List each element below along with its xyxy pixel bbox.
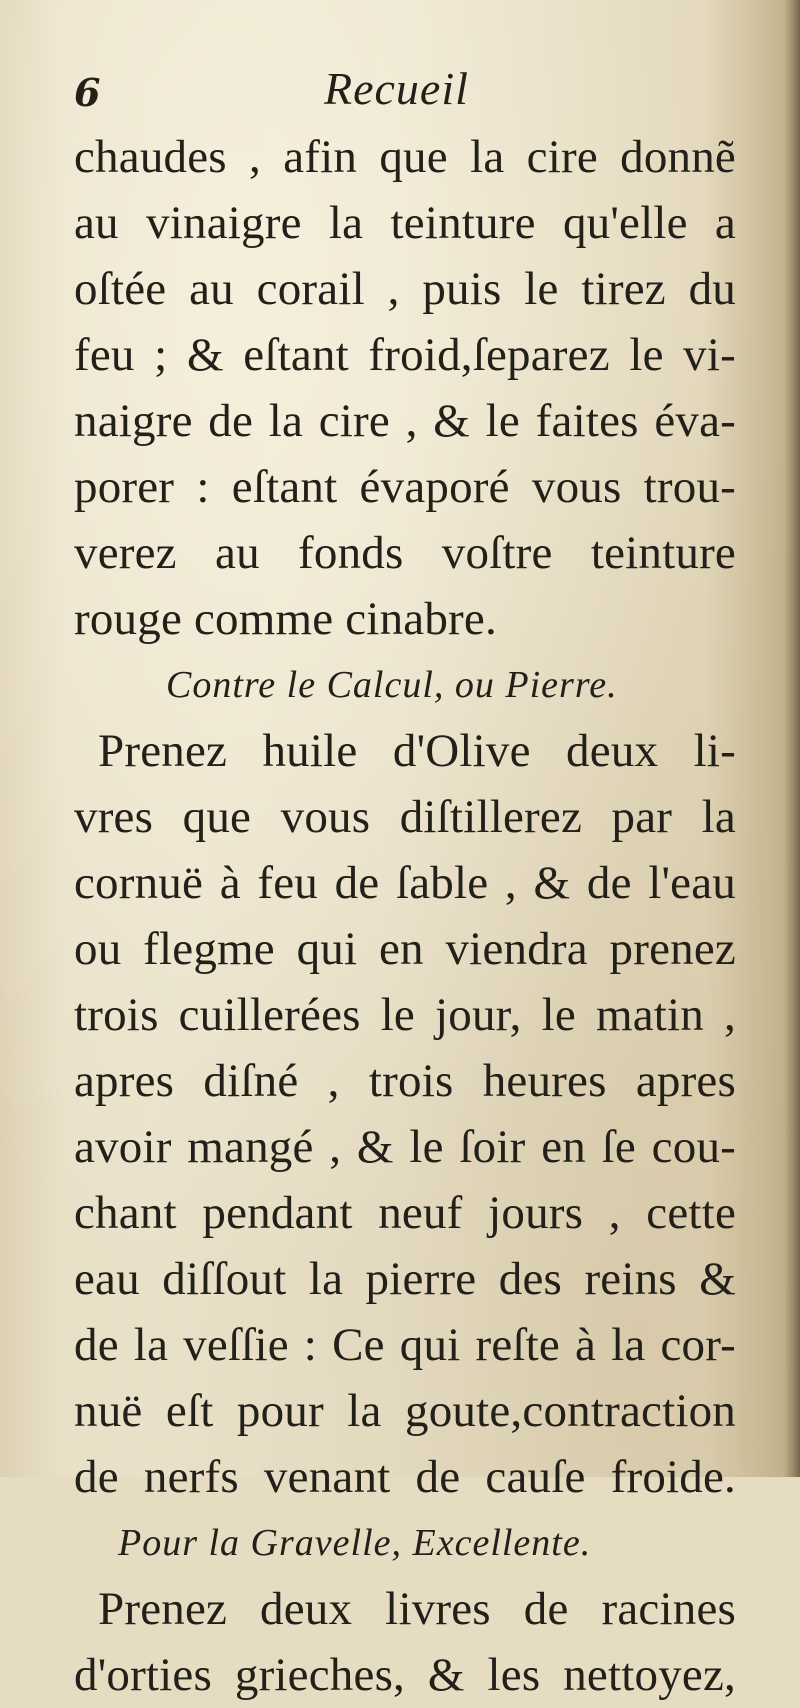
text-line: ou flegme qui en viendra prenez <box>74 923 736 975</box>
text-line: au vinaigre la teinture qu'elle a <box>74 197 736 249</box>
text-line: trois cuillerées le jour, le matin , <box>74 989 736 1041</box>
text-line: Prenez deux livres de racines <box>98 1583 736 1635</box>
section-heading-gravelle: Pour la Gravelle, Excellente. <box>118 1522 592 1564</box>
text-line: de nerfs venant de cauſe froide. <box>74 1451 736 1503</box>
text-line: chaudes , afin que la cire donnẽ <box>74 131 736 183</box>
text-line: Prenez huile d'Olive deux li- <box>98 725 736 777</box>
text-line: oſtée au corail , puis le tirez du <box>74 263 736 315</box>
text-line: eau diſſout la pierre des reins & <box>74 1253 736 1305</box>
text-line: naigre de la cire , & le faites éva- <box>74 395 736 447</box>
text-line: vres que vous diſtillerez par la <box>74 791 736 843</box>
text-line: avoir mangé , & le ſoir en ſe cou- <box>74 1121 736 1173</box>
text-line: de la veſſie : Ce qui reſte à la cor- <box>74 1319 736 1371</box>
text-line: porer : eſtant évaporé vous trou- <box>74 461 736 513</box>
text-line: nuë eſt pour la goute,contraction <box>74 1385 736 1437</box>
text-line: verez au fonds voſtre teinture <box>74 527 736 579</box>
page-header <box>72 62 732 122</box>
text-line: cornuë à feu de ſable , & de l'eau <box>74 857 736 909</box>
text-line: feu ; & eſtant froid,ſeparez le vi- <box>74 329 736 381</box>
page-number: 6 <box>74 70 101 115</box>
text-line: chant pendant neuf jours , cette <box>74 1187 736 1239</box>
running-head: Recueil <box>324 63 469 114</box>
section-heading-calcul: Contre le Calcul, ou Pierre. <box>166 664 618 706</box>
body-text <box>74 124 736 1708</box>
page-gutter-shadow <box>784 0 800 1477</box>
text-line: apres diſné , trois heures apres <box>74 1055 736 1107</box>
text-line: rouge comme cinabre. <box>74 593 497 645</box>
text-line: d'orties grieches, & les nettoyez, <box>74 1649 736 1701</box>
